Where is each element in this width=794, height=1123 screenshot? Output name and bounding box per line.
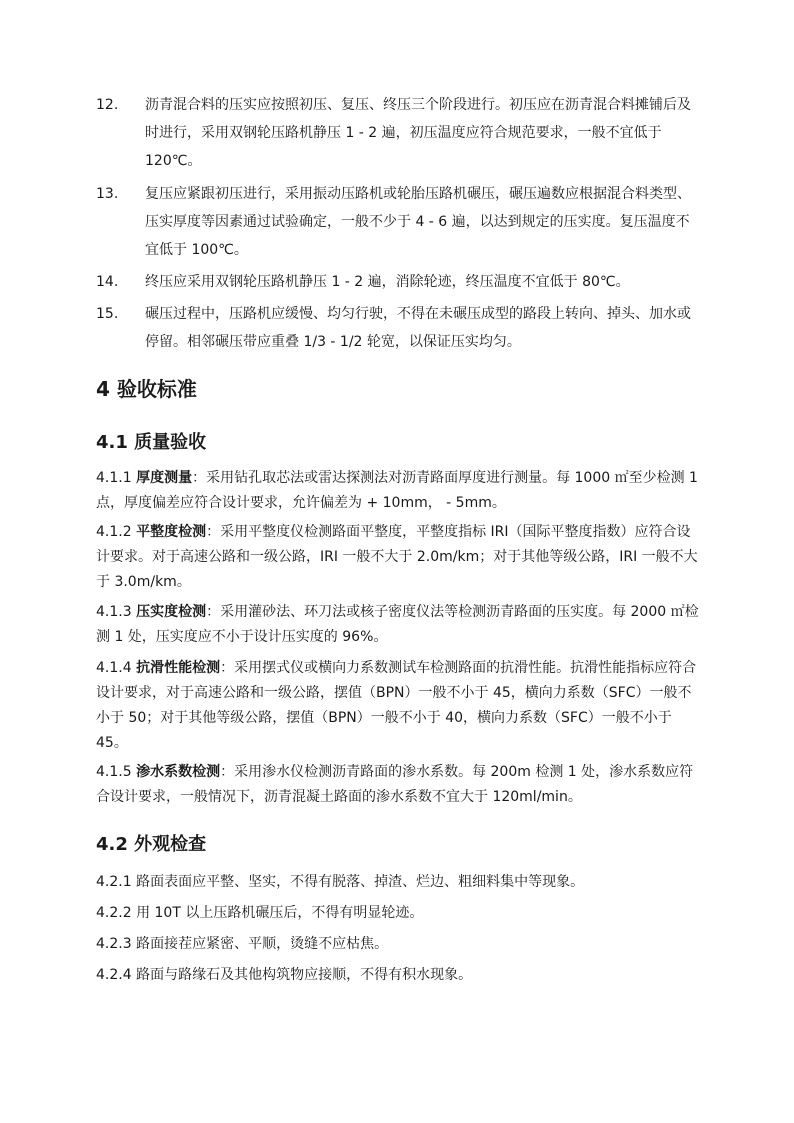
clause-number: 4.1.4	[96, 660, 137, 676]
section-4-2-heading: 4.2 外观检查	[96, 834, 207, 855]
list-number: 13.	[96, 186, 119, 202]
list-item-14	[96, 268, 702, 296]
clause-number: 4.1.2	[96, 524, 137, 540]
clause-text: ：采用摆式仪或横向力系数测试车检测路面的抗滑性能。抗滑性能指标应符合设计要求，对于高速公路和一级公路，摆值（BPN）一般不小于 45，横向力系数（SFC）一般不小于 50；对于其他等级公路，摆值（BPN）一般不小于 40，横向力系数（SFC）一般不小于 45。	[96, 660, 697, 751]
clause-text: ：采用灌砂法、环刀法或核子密度仪法等检测沥青路面的压实度。每 2000 ㎡检测 1 处，压实度应不小于设计压实度的 96%。	[96, 604, 699, 645]
clause-label: 厚度测量	[136, 470, 193, 486]
list-text: 碾压过程中，压路机应缓慢、均匀行驶，不得在未碾压成型的路段上转向、掉头、加水或停留。相邻碾压带应重叠 1/3 - 1/2 轮宽，以保证压实均匀。	[145, 306, 691, 350]
clause-4-1-3	[96, 600, 702, 650]
section-4-heading: 4 验收标准	[96, 377, 197, 401]
clause-4-1-2	[96, 520, 702, 595]
list-item-13	[96, 180, 702, 264]
list-text: 终压应采用双钢轮压路机静压 1 - 2 遍，消除轮迹，终压温度不宜低于 80℃。	[145, 274, 630, 290]
list-number: 15.	[96, 306, 119, 322]
clause-number: 4.1.5	[96, 764, 137, 780]
list-item-12	[96, 91, 702, 175]
clause-label: 渗水系数检测	[136, 764, 221, 780]
clause-4-2-4: 4.2.4 路面与路缘石及其他构筑物应接顺，不得有积水现象。	[96, 967, 473, 983]
clause-4-2-1: 4.2.1 路面表面应平整、坚实，不得有脱落、掉渣、烂边、粗细料集中等现象。	[96, 874, 585, 890]
clause-label: 压实度检测	[136, 604, 207, 620]
clause-text: ：采用钻孔取芯法或雷达探测法对沥青路面厚度进行测量。每 1000 ㎡至少检测 1 点，厚度偏差应符合设计要求，允许偏差为 + 10mm， - 5mm。	[96, 470, 698, 511]
clause-label: 抗滑性能检测	[136, 660, 221, 676]
clause-4-1-5	[96, 760, 702, 810]
list-number: 14.	[96, 274, 119, 290]
clause-number: 4.1.3	[96, 604, 137, 620]
list-number: 12.	[96, 97, 119, 113]
clause-text: ：采用平整度仪检测路面平整度，平整度指标 IRI（国际平整度指数）应符合设计要求。对于高速公路和一级公路，IRI 一般不大于 2.0m/km；对于其他等级公路，IRI 一般不大于 3.0m/km。	[96, 524, 698, 590]
clause-number: 4.1.1	[96, 470, 137, 486]
list-item-15	[96, 300, 702, 356]
section-4-1-heading: 4.1 质量验收	[96, 432, 207, 453]
clause-text: ：采用渗水仪检测沥青路面的渗水系数。每 200m 检测 1 处，渗水系数应符合设计要求，一般情况下，沥青混凝土路面的渗水系数不宜大于 120ml/min。	[96, 764, 694, 805]
list-text: 沥青混合料的压实应按照初压、复压、终压三个阶段进行。初压应在沥青混合料摊铺后及时进行，采用双钢轮压路机静压 1 - 2 遍，初压温度应符合规范要求，一般不宜低于 120℃。	[145, 97, 691, 169]
clause-4-1-1	[96, 466, 702, 516]
clause-4-1-4	[96, 656, 702, 756]
clause-4-2-2: 4.2.2 用 10T 以上压路机碾压后，不得有明显轮迹。	[96, 905, 424, 921]
list-text: 复压应紧跟初压进行，采用振动压路机或轮胎压路机碾压，碾压遍数应根据混合料类型、压实厚度等因素通过试验确定，一般不少于 4 - 6 遍，以达到规定的压实度。复压温度不宜低于 100℃。	[145, 186, 691, 258]
clause-4-2-3: 4.2.3 路面接茬应紧密、平顺，烫缝不应枯焦。	[96, 936, 389, 952]
clause-label: 平整度检测	[136, 524, 207, 540]
